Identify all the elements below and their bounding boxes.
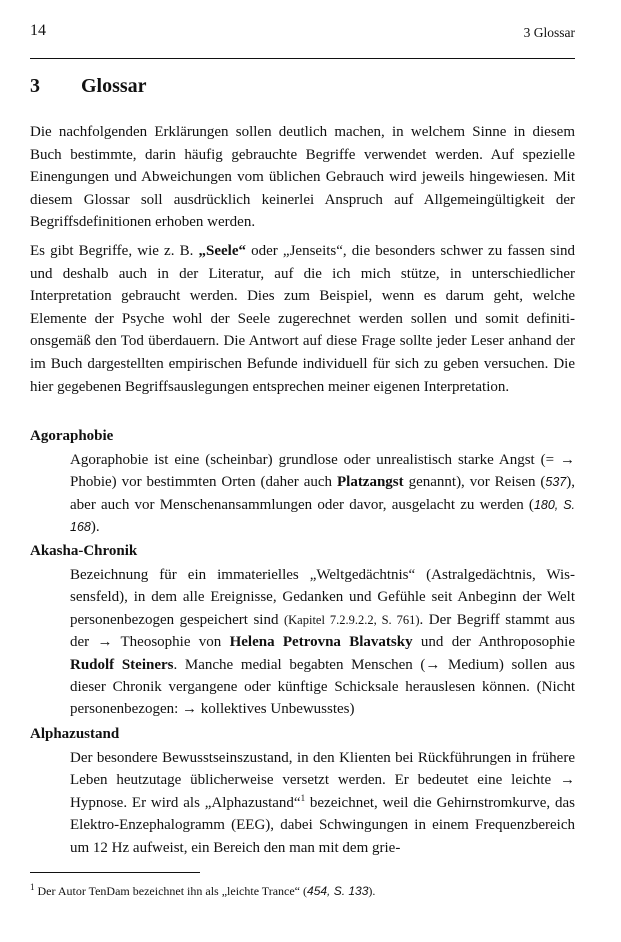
chapter-heading [30,75,147,98]
intro-paragraph-1 [30,121,575,242]
entry-text: Agoraphobie ist eine (scheinbar) grundlose oder unrealistisch starke Angst (= → Phobie) vor bestimmten Orten (daher auch [70,452,575,491]
entry-term-akasha-chronik: Akasha-Chronik [30,543,138,559]
header-rule [30,58,575,59]
footnote-text: Der Autor TenDam bezeichnet ihn als „leichte Trance“ ( [34,884,308,898]
intro-text-2b: oder „Jenseits“, die besonders schwer zu fassen sind und deshalb auch in der Literatur, auf die ich mich stütze, in unterschiedlicher Interpretation gebraucht werden. Dies zum Beispiel, wenn es darum geht, welche Elemente der Psyche wohl der Seele zugerechnet werden sollen und somit definitionsgemäß den Tod überdauern. Die Antwort auf diese Frage sollte jeder Leser anhand der im Buch dargestellten empirischen Befunde individuell für sich zu geben versuchen. Die hier gegebenen Begriffsauslegungen entsprechen meiner eigenen Interpretation. [30,243,575,395]
entry-body-agoraphobie [70,449,575,539]
entry-text: ). [90,519,100,536]
entry-text: Der besondere Bewusstseinszustand, in den Klienten bei Rückführungen in frühere Leben heutzutage üblicherweise versetzt werden. Er bedeutet eine leichte → Hypnose. Er wird als „Alphazustand“ [70,750,575,811]
entry-text: bezeichnet, weil die Gehirnstromkurve, das Elektro-Enzephalogramm (EEG), dabei Schwingungen in einem Frequenzbereich um 12 Hz aufweist, ein Bereich den man mit dem grie- [70,794,576,856]
entry-text: genannt), vor Reisen ( [403,474,546,491]
entry-text: Bezeichnung für ein immaterielles „Weltgedächtnis“ (Astralgedächtnis, Wissensfeld), in dem alle Ereignisse, Gedanken und Gefühle seit Anbeginn der Welt personenbezogen gespeichert sind [70,567,575,628]
entry-text: ), aber auch vor Menschenansammlungen oder davor, ausgelacht zu werden ( [70,474,576,513]
page-number: 14 [30,22,46,39]
citation-ref: 537 [545,475,567,490]
chapter-ref: (Kapitel 7.2.9.2.2, S. 761) [283,612,420,627]
chapter-number: 3 [30,75,40,97]
footnote-rule [30,872,200,873]
intro-paragraph-2 [30,240,575,406]
term-seele: „Seele“ [198,243,246,259]
citation-ref: 180, S. 168 [70,497,575,535]
entry-text: und der Anthroposophie [412,634,575,651]
intro-text-2a: Es gibt Begriffe, wie z. B. [30,243,199,259]
bold-name: Rudolf Steiners [70,656,174,673]
footnote-text: ). [368,884,376,898]
running-title: 3 Glossar [523,25,575,40]
intro-text-2 [30,240,575,398]
bold-name: Helena Petrovna Blavatsky [229,634,413,651]
footnote [30,884,375,899]
entry-term-alphazustand: Alphazustand [30,726,120,742]
entry-term-agoraphobie: Agoraphobie [30,428,114,444]
footnote-number: 1 [30,882,35,892]
entry-body-akasha-chronik [70,564,575,721]
footnote-marker: 1 [300,792,306,803]
citation-ref: 454, S. 133 [307,884,369,898]
entry-body-alphazustand [70,747,575,859]
bold-term: Platzangst [336,474,404,491]
entry-text: . Manche medial begabten Menschen (→ Medium) sollen aus dieser Chronik vergangene oder künftige Schicksale herauslesen können. (Nicht personenbezogen: → kollektives Unbewusstes) [70,656,576,718]
page-header [30,22,575,46]
entry-text: . Der Begriff stammt aus der → Theosophie von [70,611,575,651]
chapter-title: Glossar [81,75,147,97]
intro-text-1: Die nachfolgenden Erklärungen sollen deutlich machen, in welchem Sinne in diesem Buch bestimmte, darin häufig gebrauchte Begriffe verwendet werden. Auf spezielle Einengungen und Abweichungen vom üblichen Gebrauch wird jeweils hingewiesen. Mit diesem Glossar soll ausdrücklich keinerlei Anspruch auf Allgemeingültigkeit der Begriffsdefinitionen erhoben werden. [30,124,575,231]
